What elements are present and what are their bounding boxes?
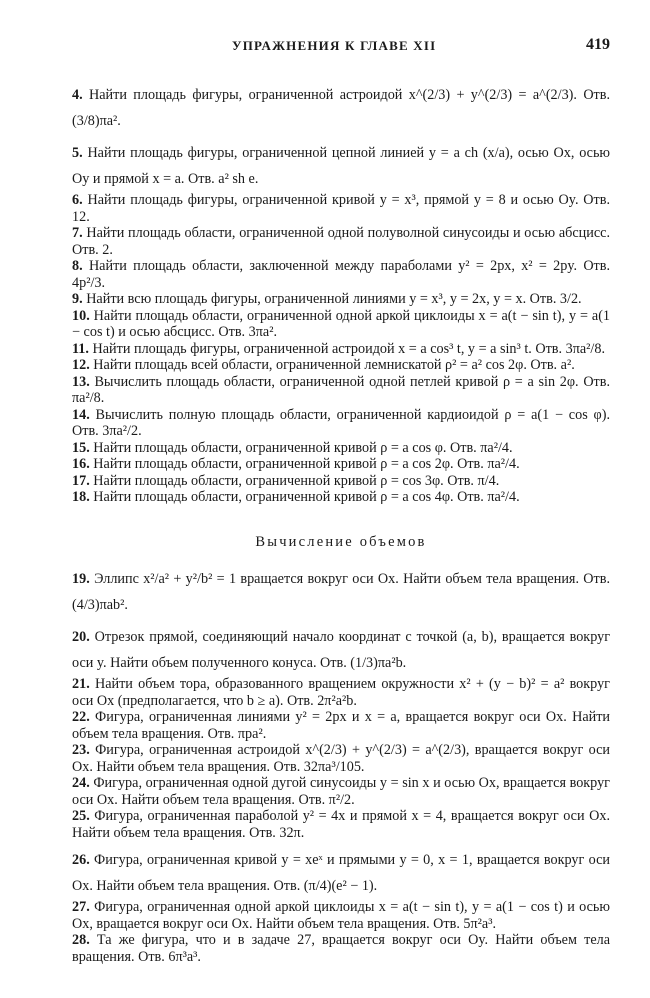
problem-item: [72, 742, 610, 775]
running-title: УПРАЖНЕНИЯ К ГЛАВЕ XII: [232, 38, 437, 53]
problem-item: [72, 258, 610, 291]
problem-item: [72, 407, 610, 440]
problem-item: [72, 932, 610, 965]
problem-number: 7.: [72, 225, 83, 241]
problem-number: 21.: [72, 676, 90, 692]
problem-text: Фигура, ограниченная кривой y = xeˣ и прямыми y = 0, x = 1, вращается вокруг оси Ox. Найти объем тела вращения. Отв. (π/4)(e² − 1).: [72, 852, 610, 894]
problem-text: Найти площадь всей области, ограниченной лемнискатой ρ² = a² cos 2φ. Отв. a².: [93, 357, 575, 373]
problem-item: [72, 82, 610, 134]
problem-item: [72, 847, 610, 899]
volume-problems-list: [72, 566, 610, 965]
problem-text: Найти площадь области, заключенной между параболами y² = 2px, x² = 2py. Отв. 4p²/3.: [72, 258, 611, 291]
problem-item: [72, 624, 610, 676]
problem-text: Та же фигура, что и в задаче 27, вращается вокруг оси Oy. Найти объем тела вращения. Отв. 6π³a³.: [72, 932, 611, 965]
problem-item: [72, 676, 610, 709]
problem-number: 12.: [72, 357, 90, 373]
area-problems-list: [72, 82, 610, 506]
page-body: [72, 82, 610, 965]
problem-item: [72, 899, 610, 932]
section-heading: Вычисление объемов: [255, 533, 427, 550]
problem-text: Найти всю площадь фигуры, ограниченной линиями y = x³, y = 2x, y = x. Отв. 3/2.: [86, 291, 582, 307]
problem-item: [72, 489, 610, 506]
problem-number: 28.: [72, 932, 90, 948]
problem-text: Отрезок прямой, соединяющий начало координат с точкой (a, b), вращается вокруг оси y. Найти объем полученного конуса. Отв. (1/3)πa²b.: [72, 629, 611, 671]
problem-item: [72, 473, 610, 490]
problem-number: 14.: [72, 406, 90, 423]
problem-item: [72, 374, 610, 407]
problem-item: [72, 291, 610, 308]
problem-number: 9.: [72, 291, 83, 307]
problem-item: [72, 808, 610, 841]
problem-number: 17.: [72, 472, 90, 489]
problem-number: 13.: [72, 373, 90, 390]
problem-text: Найти площадь фигуры, ограниченной астроидой x = a cos³ t, y = a sin³ t. Отв. 3πa²/8.: [92, 340, 605, 357]
problem-item: [72, 456, 610, 473]
problem-number: 23.: [72, 742, 90, 758]
problem-text: Найти площадь области, ограниченной кривой ρ = a cos 4φ. Отв. πa²/4.: [93, 489, 520, 505]
problem-number: 24.: [72, 775, 90, 791]
problem-text: Найти площадь фигуры, ограниченной астроидой x^(2/3) + y^(2/3) = a^(2/3). Отв. (3/8)πa².: [72, 87, 611, 129]
problem-text: Фигура, ограниченная линиями y² = 2px и x = a, вращается вокруг оси Ox. Найти объем тела вращения. Отв. πpa².: [72, 709, 610, 742]
problem-text: Найти площадь области, ограниченной кривой ρ = cos 3φ. Отв. π/4.: [93, 472, 500, 489]
problem-number: 5.: [72, 145, 83, 161]
problem-text: Эллипс x²/a² + y²/b² = 1 вращается вокруг оси Ox. Найти объем тела вращения. Отв. (4/3)πab².: [72, 571, 611, 613]
problem-number: 20.: [72, 629, 90, 645]
problem-text: Найти площадь области, ограниченной одной аркой циклоиды x = a(t − sin t), y = a(1 − cos t) и осью абсцисс. Отв. 3πa².: [72, 307, 611, 340]
problem-item: [72, 709, 610, 742]
problem-number: 4.: [72, 87, 83, 103]
problem-number: 11.: [72, 340, 89, 357]
problem-text: Вычислить площадь области, ограниченной одной петлей кривой ρ = a sin 2φ. Отв. πa²/8.: [72, 373, 611, 406]
problem-item: [72, 357, 610, 374]
problem-item: [72, 192, 610, 225]
problem-text: Найти объем тора, образованного вращением окружности x² + (y − b)² = a² вокруг оси Ox (предполагается, что b ≥ a). Отв. 2π²a²b.: [72, 676, 610, 709]
problem-item: [72, 308, 610, 341]
problem-item: [72, 225, 610, 258]
problem-number: 6.: [72, 192, 83, 208]
problem-text: Фигура, ограниченная астроидой x^(2/3) + y^(2/3) = a^(2/3), вращается вокруг оси Ox. Найти объем тела вращения. Отв. 32πa³/105.: [72, 742, 610, 775]
problem-item: [72, 440, 610, 457]
problem-text: Найти площадь фигуры, ограниченной кривой y = x³, прямой y = 8 и осью Oy. Отв. 12.: [72, 192, 610, 225]
problem-text: Найти площадь области, ограниченной кривой ρ = a cos φ. Отв. πa²/4.: [93, 439, 513, 456]
problem-item: [72, 775, 610, 808]
problem-text: Фигура, ограниченная одной аркой циклоиды x = a(t − sin t), y = a(1 − cos t) и осью Ox, вращается вокруг оси Ox. Найти объем тела вращения. Отв. 5π²a³.: [72, 899, 610, 932]
problem-text: Фигура, ограниченная параболой y² = 4x и прямой x = 4, вращается вокруг оси Ox. Найти объем тела вращения. Отв. 32π.: [72, 808, 610, 841]
problem-text: Найти площадь области, ограниченной кривой ρ = a cos 2φ. Отв. πa²/4.: [93, 456, 520, 472]
problem-text: Вычислить полную площадь области, ограниченной кардиоидой ρ = a(1 − cos φ). Отв. 3πa²/2.: [72, 406, 610, 439]
problem-item: [72, 140, 610, 192]
page-number: 419: [586, 36, 610, 53]
problem-number: 10.: [72, 307, 90, 324]
problem-number: 8.: [72, 258, 83, 274]
problem-number: 15.: [72, 439, 90, 456]
problem-number: 22.: [72, 709, 90, 725]
problem-number: 26.: [72, 852, 90, 868]
problem-number: 19.: [72, 571, 90, 587]
problem-text: Фигура, ограниченная одной дугой синусоиды y = sin x и осью Ox, вращается вокруг оси Ox. Найти объем тела вращения. Отв. π²/2.: [72, 775, 610, 808]
problem-item: [72, 566, 610, 618]
problem-number: 27.: [72, 899, 90, 915]
problem-text: Найти площадь фигуры, ограниченной цепной линией y = a ch (x/a), осью Ox, осью Oy и прямой x = a. Отв. a² sh e.: [72, 145, 611, 187]
problem-number: 25.: [72, 808, 90, 824]
page-header: [0, 38, 650, 58]
problem-text: Найти площадь области, ограниченной одной полуволной синусоиды и осью абсцисс. Отв. 2.: [72, 225, 611, 258]
problem-number: 16.: [72, 456, 90, 472]
problem-item: [72, 341, 610, 358]
problem-number: 18.: [72, 489, 90, 505]
